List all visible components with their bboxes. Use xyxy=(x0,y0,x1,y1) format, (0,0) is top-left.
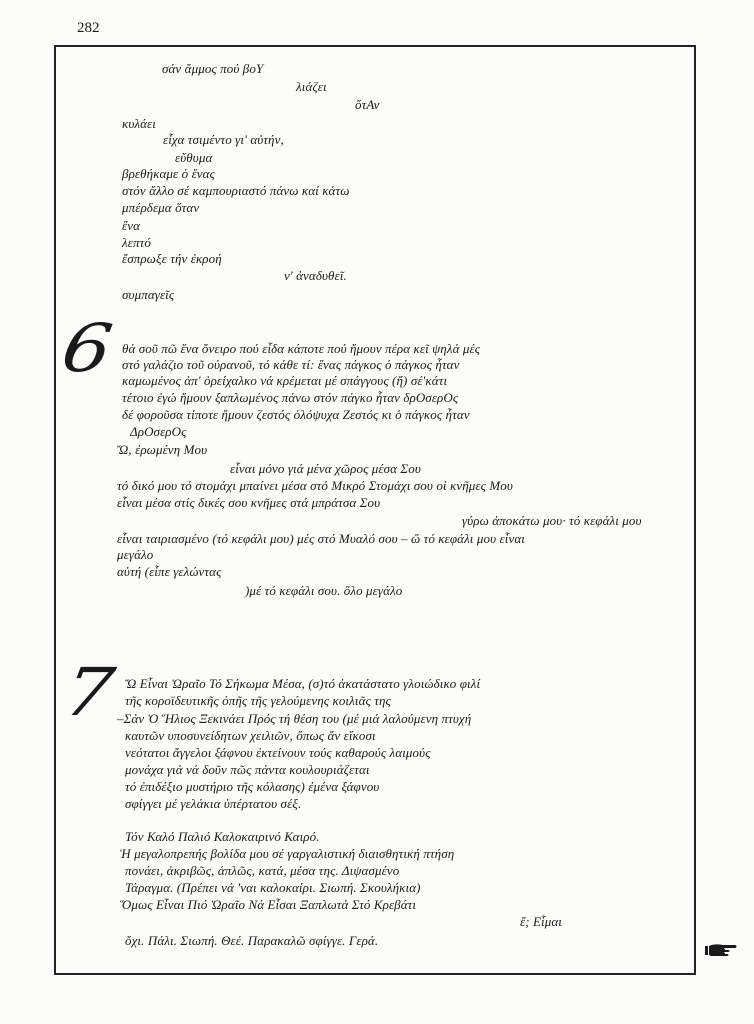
poem-line: Ὤ, ἐρωμένη Μου xyxy=(117,442,208,457)
poem-line: τῆς κοροϊδευτικῆς ὀπῆς τῆς γελούμενης κοιλιᾶς της xyxy=(125,693,391,708)
poem-line: εἶναι μέσα στίς δικές σου κνῆμες στά μπράτσα Σου xyxy=(117,495,381,510)
poem-line: εἶναι μόνο γιά μένα χῶρος μέσα Σου xyxy=(230,461,421,476)
poem-line: ὅτΑν xyxy=(355,97,380,112)
poem-line: συμπαγεῖς xyxy=(122,287,175,302)
poem-line: ΔρΟσερΟς xyxy=(130,424,187,439)
poem-line: εὔθυμα xyxy=(175,150,213,165)
poem-line: μονάχα γιά νά δοῦν πῶς πάντα κουλουριάζεται xyxy=(125,762,370,777)
poem-line: )μέ τό κεφάλι σου. ὅλο μεγάλο xyxy=(245,583,403,598)
poem-line: μπέρδεμα ὅταν xyxy=(122,200,200,215)
poem-line: νεότατοι ἄγγελοι ξάφνου ἐκτείνουν τούς καθαρούς λαιμούς xyxy=(125,745,431,760)
poem-line: τέτοιο ἐγώ ἤμουν ξαπλωμένος πάνω στόν πάγκο ἦταν δρΟσερΟς xyxy=(122,390,459,405)
poem-line: Τόν Καλό Παλιό Καλοκαιρινό Καιρό. xyxy=(125,829,320,844)
pointing-hand-icon xyxy=(704,940,738,960)
poem-line: Τάραγμα. (Πρέπει νά 'ναι καλοκαίρι. Σιωπή. Σκουλήκια) xyxy=(125,880,421,895)
poem-line: βρεθήκαμε ὁ ἕνας xyxy=(122,166,215,181)
poem-line: τό δικό μου τό στομάχι μπαίνει μέσα στό Μικρό Στομάχι σου οἱ κνῆμες Μου xyxy=(117,478,513,493)
poem-line: θά σοῦ πῶ ἕνα ὄνειρο πού εἶδα κάποτε πού ἤμουν πέρα κεῖ ψηλά μές xyxy=(122,341,481,356)
poem-line: Ὅμως Εἶναι Πιό Ὡραῖο Νά Εἶσαι Ξαπλωτά Στό Κρεβάτι xyxy=(120,897,417,912)
poem-line: ἔ; Εἶμαι xyxy=(520,914,563,929)
poem-line: αὐτή (εἶπε γελώντας xyxy=(117,564,222,579)
poem-line: εἶναι ταιριασμένο (τό κεφάλι μου) μές στό Μυαλό σου – ὤ τό κεφάλι μου εἶναι xyxy=(117,531,525,546)
poem-line: πονάει, ἀκριβῶς, ἁπλῶς, κατά, μέσα της. Διψασμένο xyxy=(125,863,400,878)
poem-line: ὄχι. Πάλι. Σιωπή. Θεέ. Παρακαλῶ σφίγγε. Γερά. xyxy=(125,933,379,948)
poem-line: στό γαλάζιο τοῦ οὐρανοῦ, τό κάθε τί: ἕνας πάγκος ὁ πάγκος ἦταν xyxy=(122,357,460,372)
poem-line: στόν ἄλλο σέ καμπουριαστό πάνω καί κάτω xyxy=(122,183,350,198)
poem-line: ἔσπρωξε τήν ἐκροή xyxy=(122,251,222,266)
poem-line: σφίγγει μέ γελάκια ὑπέρτατου σέξ. xyxy=(125,796,302,811)
section-number-7: 7 xyxy=(58,654,120,731)
poem-line: Ἡ μεγαλοπρεπής βολίδα μου σέ γαργαλιστική διαισθητική πτήση xyxy=(120,846,455,861)
poem-line: δέ φοροῦσα τίποτε ἤμουν ζεστός ὁλόψυχα Ζεστός κι ὁ πάγκος ἦταν xyxy=(122,407,470,422)
poem-line: λεπτό xyxy=(122,235,151,250)
poem-line: εἶχα τσιμέντο γι' αὐτήν, xyxy=(163,132,284,147)
poem-line: καμωμένος ἀπ' ὀρείχαλκο νά κρέμεται μέ σπάγγους (ἤ) σέ'κάτι xyxy=(122,373,448,388)
poem-line: κυλάει xyxy=(122,116,156,131)
poem-line: ν' ἀναδυθεῖ. xyxy=(284,268,347,283)
page-number: 282 xyxy=(77,20,100,36)
poem-line: λιάζει xyxy=(296,79,327,94)
poem-line: καυτῶν υποσυνείδητων χειλιῶν, ὅπως ἄν εἴκοσι xyxy=(125,728,376,743)
poem-line: –Σάν Ὁ Ἥλιος Ξεκινάει Πρός τή θέση του (μέ μιά λαλούμενη πτυχή xyxy=(117,711,472,726)
poem-line: ἕνα xyxy=(122,218,141,233)
poem-line: τό ἐπιδέξιο μυστήριο τῆς κόλασης) ἐμένα ξάφνου xyxy=(125,779,380,794)
section-number-6: 6 xyxy=(56,310,118,387)
poem-line: Ὤ Εἶναι Ὡραῖο Τό Σήκωμα Μέσα, (σ)τό ἀκατάστατο γλοιώδικο φιλί xyxy=(125,676,481,691)
poem-line: μεγάλο xyxy=(117,547,154,562)
poem-line: γύρω ἀποκάτω μου· τό κεφάλι μου xyxy=(462,513,642,528)
poem-line: σάν ἄμμος πού βοΥ xyxy=(162,61,264,76)
